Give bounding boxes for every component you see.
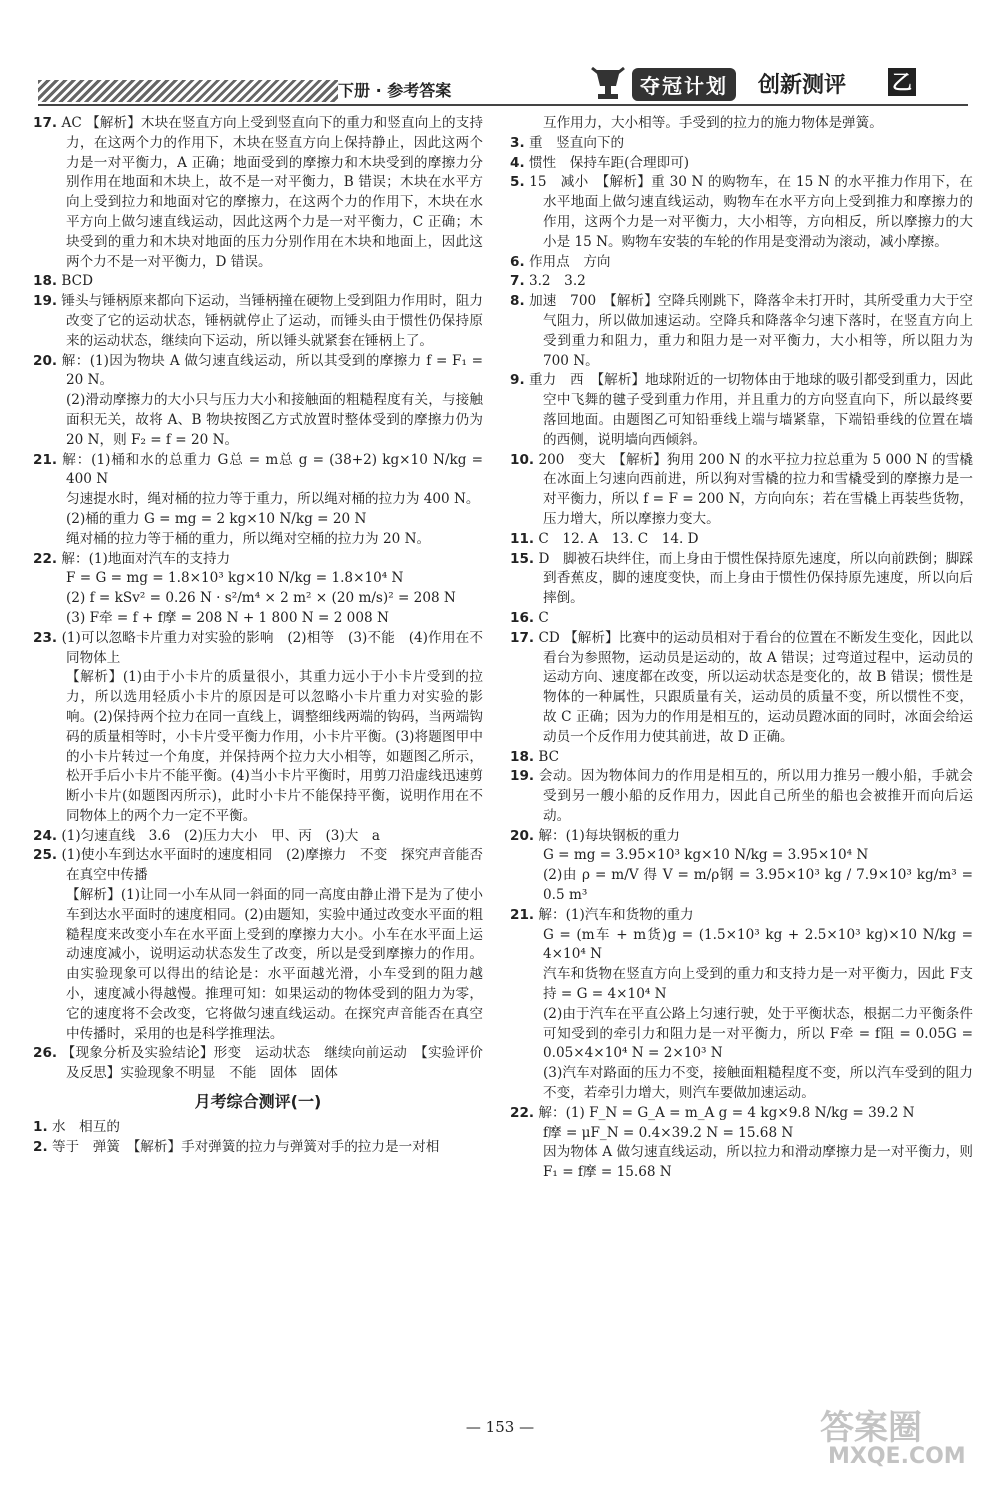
monthly-answer-11-14: 11. C 12. A 13. C 14. D <box>510 530 699 547</box>
monthly-answer-22-line2: f摩 = μF_N = 0.4×39.2 N = 15.68 N <box>543 1124 794 1141</box>
monthly-answer-21-line4: (2)由于汽车在平直公路上匀速行驶，处于平衡状态，根据二力平衡条件可知受到的牵引力和阻力是一对平衡力，所以 F牵 = f阻 = 0.05G = 0.05×4×10⁴ N = 2×10³ N <box>543 1005 973 1062</box>
watermark-logo: 答案圈 <box>820 1408 922 1448</box>
monthly-answer-9: 9. 重力 西 【解析】地球附近的一切物体由于地球的吸引都受到重力，因此空中飞舞的毽子受到重力作用，并且重力的方向竖直向下，所以最终要落回地面。由题图乙可知铅垂线上端与墙紧靠，下端铅垂线的位置在墙的西侧，说明墙向西倾斜。 <box>510 372 973 448</box>
monthly-answer-21-line2: G = (m车 + m货)g = (1.5×10³ kg + 2.5×10³ kg)×10 N/kg = 4×10⁴ N <box>543 926 973 963</box>
answer-21: 21. 解：(1)桶和水的总重力 G总 = m总 g = (38+2) kg×10 N/kg = 400 N <box>33 451 483 488</box>
header-rule <box>38 104 968 106</box>
monthly-answer-17: 17. CD 【解析】比赛中的运动员相对于看台的位置在不断发生变化，因此以看台为参照物，运动员是运动的，故 A 错误；过弯道过程中，运动员的运动方向、速度都在改变，所以运动状态是变化的，故 B 错误；惯性是物体的一种属性，只跟质量有关，运动员的质量不变，所以惯性不变，故 C 正确；因为力的作用是相互的，运动员蹬冰面的同时，冰面会给运动员一个反作用力使其前进，故 D 正确。 <box>510 629 973 745</box>
monthly-answer-8: 8. 加速 700 【解析】空降兵刚跳下，降落伞未打开时，其所受重力大于空气阻力，所以做加速运动。空降兵和降落伞匀速下落时，在竖直方向上受到重力和阻力，重力和阻力是一对平衡力，大小相等，所以阻力为 700 N。 <box>510 293 973 369</box>
logo-mark: 乙 <box>888 68 916 96</box>
monthly-answer-19: 19. 会动。因为物体间力的作用是相互的，所以用力推另一艘小船，手就会受到另一艘小船的反作用力，因此自己所坐的船也会被推开而向后运动。 <box>510 768 973 824</box>
answer-21-line3: (2)桶的重力 G = mg = 2 kg×10 N/kg = 20 N <box>66 510 367 527</box>
answer-20-part2: (2)滑动摩擦力的大小只与压力大小和接触面的粗糙程度有关，与接触面积无关，故将 A、B 物块按图乙方式放置时整体受到的摩擦力仍为 20 N，则 F₂ = f = 20 N。 <box>66 392 483 448</box>
monthly-answer-22-line3: 因为物体 A 做匀速直线运动，所以拉力和滑动摩擦力是一对平衡力，则 F₁ = f摩 = 15.68 N <box>543 1144 973 1181</box>
answer-22-line3: (2) f = kSv² = 0.26 N · s²/m⁴ × 2 m² × (20 m/s)² = 208 N <box>66 590 456 607</box>
monthly-answer-7: 7. 3.2 3.2 <box>510 273 586 290</box>
answer-20: 20. 解：(1)因为物块 A 做匀速直线运动，所以其受到的摩擦力 f = F₁ = 20 N。 <box>33 352 483 389</box>
answer-17: 17. AC 【解析】木块在竖直方向上受到竖直向下的重力和竖直向上的支持力，在这两个力的作用下，木块在竖直方向上保持静止，因此这两个力是一对平衡力，A 正确；地面受到的摩擦力和木块受到的摩擦力分别作用在地面和木块上，故不是一对平衡力，B 错误；木块在水平方向上受到拉力和地面对它的摩擦力，在这两个力的作用下，木块在水平方向上做匀速直线运动，因此这两个力是一对平衡力，C 正确；木块受到的重力和木块对地面的压力分别作用在木块和地面上，因此这两个力不是一对平衡力，D 错误。 <box>33 115 483 270</box>
trophy-icon <box>588 64 628 104</box>
monthly-answer-16: 16. C <box>510 609 549 626</box>
answer-21-line4: 绳对桶的拉力等于桶的重力，所以绳对空桶的拉力为 20 N。 <box>66 530 431 547</box>
answer-23: 23. (1)可以忽略卡片重力对实验的影响 (2)相等 (3)不能 (4)作用在不同物体上 <box>33 629 483 666</box>
monthly-answer-15: 15. D 脚被石块绊住，而上身由于惯性保持原先速度，所以向前跌倒；脚踩到香蕉皮，脚的速度变快，而上身由于惯性仍保持原先速度，所以向后摔倒。 <box>510 550 973 607</box>
monthly-answer-6: 6. 作用点 方向 <box>510 253 611 270</box>
answer-22: 22. 解：(1)地面对汽车的支持力 <box>33 550 231 567</box>
answer-18: 18. BCD <box>33 273 93 290</box>
header-title: 下册 · 参考答案 <box>338 81 452 100</box>
answer-22-line2: F = G = mg = 1.8×10³ kg×10 N/kg = 1.8×10⁴ N <box>66 570 404 587</box>
watermark <box>800 1400 990 1476</box>
monthly-answer-10: 10. 200 变大 【解析】狗用 200 N 的水平拉力拉总重为 5 000 N 的雪橇在冰面上匀速向西前进，所以狗对雪橇的拉力和雪橇受到的摩擦力是一对平衡力，所以 f = F = 200 N，方向向东；若在雪橇上再装些货物，压力增大，所以摩擦力变大。 <box>510 451 973 527</box>
monthly-answer-20-line3: (2)由 ρ = m/V 得 V = m/ρ钢 = 3.95×10³ kg / 7.9×10³ kg/m³ = 0.5 m³ <box>543 867 973 904</box>
watermark-url: MXQE.COM <box>828 1444 966 1469</box>
answer-24: 24. (1)匀速直线 3.6 (2)压力大小 甲、丙 (3)大 a <box>33 827 381 844</box>
answer-23-analysis: 【解析】(1)由于小卡片的质量很小，其重力远小于小卡片受到的拉力，所以选用轻质小卡片的原因是可以忽略小卡片重力对实验的影响。(2)保持两个拉力在同一直线上，调整细线两端的钩码，当两端钩码的质量相等时，小卡片受平衡力作用，小卡片平衡。(3)将题图甲中的小卡片转过一个角度，并保持两个拉力大小相等，如题图乙所示，松开手后小卡片不能平衡。(4)当小卡片平衡时，用剪刀沿虚线迅速剪断小卡片(如题图丙所示)，此时小卡片不能保持平衡，说明作用在不同物体上的两个力一定不平衡。 <box>66 669 483 824</box>
monthly-answer-20: 20. 解：(1)每块钢板的重力 <box>510 827 681 844</box>
monthly-answer-22: 22. 解：(1) F_N = G_A = m_A g = 4 kg×9.8 N/kg = 39.2 N <box>510 1104 915 1121</box>
page-header <box>38 70 968 108</box>
answer-22-line4: (3) F牵 = f + f摩 = 208 N + 1 800 N = 2 008 N <box>66 609 389 626</box>
answer-26: 26. 【现象分析及实验结论】形变 运动状态 继续向前运动 【实验评价及反思】实验现象不明显 不能 固体 固体 <box>33 1045 483 1082</box>
monthly-answer-20-line2: G = mg = 3.95×10³ kg×10 N/kg = 3.95×10⁴ N <box>543 847 869 864</box>
monthly-answer-21-line3: 汽车和货物在竖直方向上受到的重力和支持力是一对平衡力，因此 F支持 = G = 4×10⁴ N <box>543 966 973 1003</box>
monthly-answer-5: 5. 15 减小 【解析】重 30 N 的购物车，在 15 N 的水平推力作用下，在水平地面上做匀速直线运动，购物车在水平方向上受到推力和摩擦力的作用，这两个力是一对平衡力，大小相等，方向相反，所以摩擦力的大小是 15 N。购物车安装的车轮的作用是变滑动为滚动，减小摩擦。 <box>510 174 973 250</box>
logo-title: 创新测评 <box>758 73 847 98</box>
header-stripe <box>38 80 338 102</box>
section-title: 月考综合测评(一) <box>194 1092 322 1112</box>
page-number: — 153 — <box>465 1418 535 1436</box>
brand-logo <box>588 62 968 104</box>
monthly-answer-4: 4. 惯性 保持车距(合理即可) <box>510 154 690 171</box>
answer-19: 19. 锤头与锤柄原来都向下运动，当锤柄撞在硬物上受到阻力作用时，阻力改变了它的运动状态，锤柄就停止了运动，而锤头由于惯性仍保持原来的运动状态，继续向下运动，所以锤头就紧套在锤柄上了。 <box>33 293 483 349</box>
answer-25-analysis: 【解析】(1)让同一小车从同一斜面的同一高度由静止滑下是为了使小车到达水平面时的速度相同。(2)由题知，实验中通过改变水平面的粗糙程度来改变小车在水平面上受到的摩擦力大小。小车在水平面上运动速度减小，说明运动状态发生了改变，所以是受到摩擦力的作用。由实验现象可以得出的结论是：水平面越光滑，小车受到的阻力越小，速度减小得越慢。推理可知：如果运动的物体受到的阻力为零，它的速度将不会改变，它将做匀速直线运动。在探究声音能否在真空中传播时，采用的也是科学推理法。 <box>66 887 483 1042</box>
monthly-answer-18: 18. BC <box>510 748 560 765</box>
left-column <box>33 114 483 1157</box>
monthly-answer-3: 3. 重 竖直向下的 <box>510 134 625 151</box>
answer-25: 25. (1)使小车到达水平面时的速度相同 (2)摩擦力 不变 探究声音能否在真空中传播 <box>33 847 483 884</box>
monthly-answer-21: 21. 解：(1)汽车和货物的重力 <box>510 906 694 923</box>
monthly-answer-21-line5: (3)汽车对路面的压力不变，接触面粗糙程度不变，所以汽车受到的阻力不变，若牵引力增大，则汽车要做加速运动。 <box>543 1065 973 1102</box>
answer-21-line2: 匀速提水时，绳对桶的拉力等于重力，所以绳对桶的拉力为 400 N。 <box>66 491 480 508</box>
monthly-answer-1: 1. 水 相互的 <box>33 1118 120 1135</box>
monthly-answer-2: 2. 等于 弹簧 【解析】手对弹簧的拉力与弹簧对手的拉力是一对相 <box>33 1138 440 1155</box>
monthly-answer-2-continued: 互作用力，大小相等。手受到的拉力的施力物体是弹簧。 <box>543 115 883 131</box>
right-column <box>510 114 973 1183</box>
logo-badge: 夺冠计划 <box>632 68 736 101</box>
